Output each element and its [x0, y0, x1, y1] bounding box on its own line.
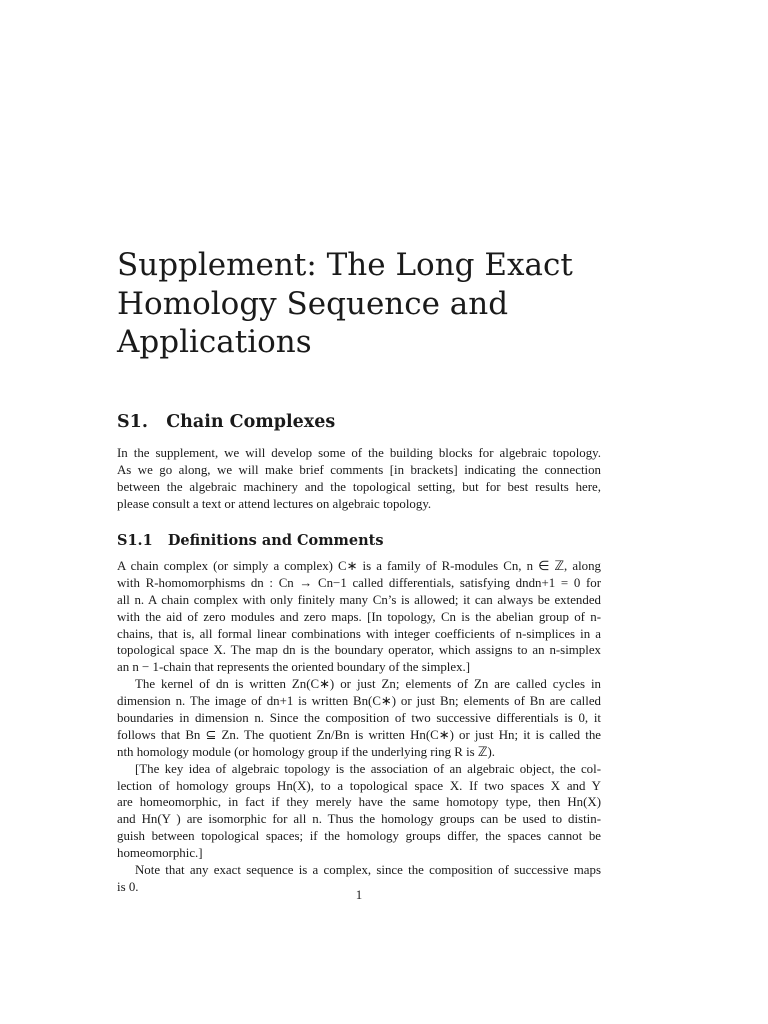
section-title: Chain Complexes: [166, 412, 336, 432]
page-number: 1: [355, 888, 363, 902]
text-line: all n. A chain complex with only finitely many Cn’s is allowed; it can always be extended: [117, 592, 601, 607]
section-heading: [117, 412, 335, 432]
text-line: lection of homology groups Hn(X), to a topological space X. If two spaces X and Y: [117, 778, 601, 793]
subsection-title: Definitions and Comments: [167, 532, 384, 549]
subsection-number: S1.1: [117, 532, 153, 549]
text-line: As we go along, we will make brief comments [in brackets] indicating the connection: [117, 462, 601, 477]
text-line: follows that Bn ⊆ Zn. The quotient Zn/Bn is written Hn(C∗) or just Hn; it is called the: [117, 727, 601, 742]
text-line: Note that any exact sequence is a complex, since the composition of successive maps: [135, 863, 601, 878]
text-line: [The key idea of algebraic topology is the association of an algebraic object, the col-: [135, 761, 601, 776]
chapter-title-line: Supplement: The Long Exact: [117, 247, 573, 283]
text-line: chains, that is, all formal linear combinations with integer coefficients of n-simplices in a: [117, 626, 601, 641]
chapter-title: [117, 246, 601, 362]
text-line: please consult a text or attend lectures on algebraic topology.: [117, 496, 432, 511]
text-line: boundaries in dimension n. Since the composition of two successive differentials is 0, it: [117, 711, 601, 726]
text-line: guish between topological spaces; if the homology groups differ, the spaces cannot be: [117, 829, 601, 844]
chapter-title-line: Applications: [117, 324, 312, 360]
text-line: are homeomorphic, in fact if they merely have the same homotopy type, then Hn(X): [117, 795, 601, 810]
text-line: and Hn(Y ) are isomorphic for all n. Thus the homology groups can be used to distin-: [117, 812, 601, 827]
text-line: between the algebraic machinery and the topological setting, but for best results here,: [117, 479, 601, 494]
text-line: topological space X. The map dn is the boundary operator, which assigns to an n-simplex: [117, 643, 601, 658]
text-line: with R-homomorphisms dn : Cn → Cn−1 called differentials, satisfying dndn+1 = 0 for: [117, 575, 601, 590]
section-number: S1.: [117, 412, 148, 432]
chapter-title-line: Homology Sequence and: [117, 285, 509, 322]
intro-paragraph: [117, 445, 601, 513]
text-line: A chain complex (or simply a complex) C∗ is a family of R-modules Cn, n ∈ ℤ, along: [117, 559, 601, 573]
body-text: [117, 558, 601, 896]
text-line: The kernel of dn is written Zn(C∗) or just Zn; elements of Zn are called cycles in: [135, 677, 601, 692]
text-line: with the aid of zero modules and zero maps. [In topology, Cn is the abelian group of n-: [117, 609, 601, 624]
text-line: is 0.: [117, 879, 139, 894]
text-line: dimension n. The image of dn+1 is written Bn(C∗) or just Bn; elements of Bn are called: [117, 694, 601, 709]
text-line: homeomorphic.]: [117, 846, 203, 861]
text-line: an n − 1-chain that represents the oriented boundary of the simplex.]: [117, 660, 471, 675]
subsection-heading: [117, 532, 384, 549]
text-line: In the supplement, we will develop some of the building blocks for algebraic topology.: [117, 446, 601, 460]
text-line: nth homology module (or homology group if the underlying ring R is ℤ).: [117, 744, 496, 759]
